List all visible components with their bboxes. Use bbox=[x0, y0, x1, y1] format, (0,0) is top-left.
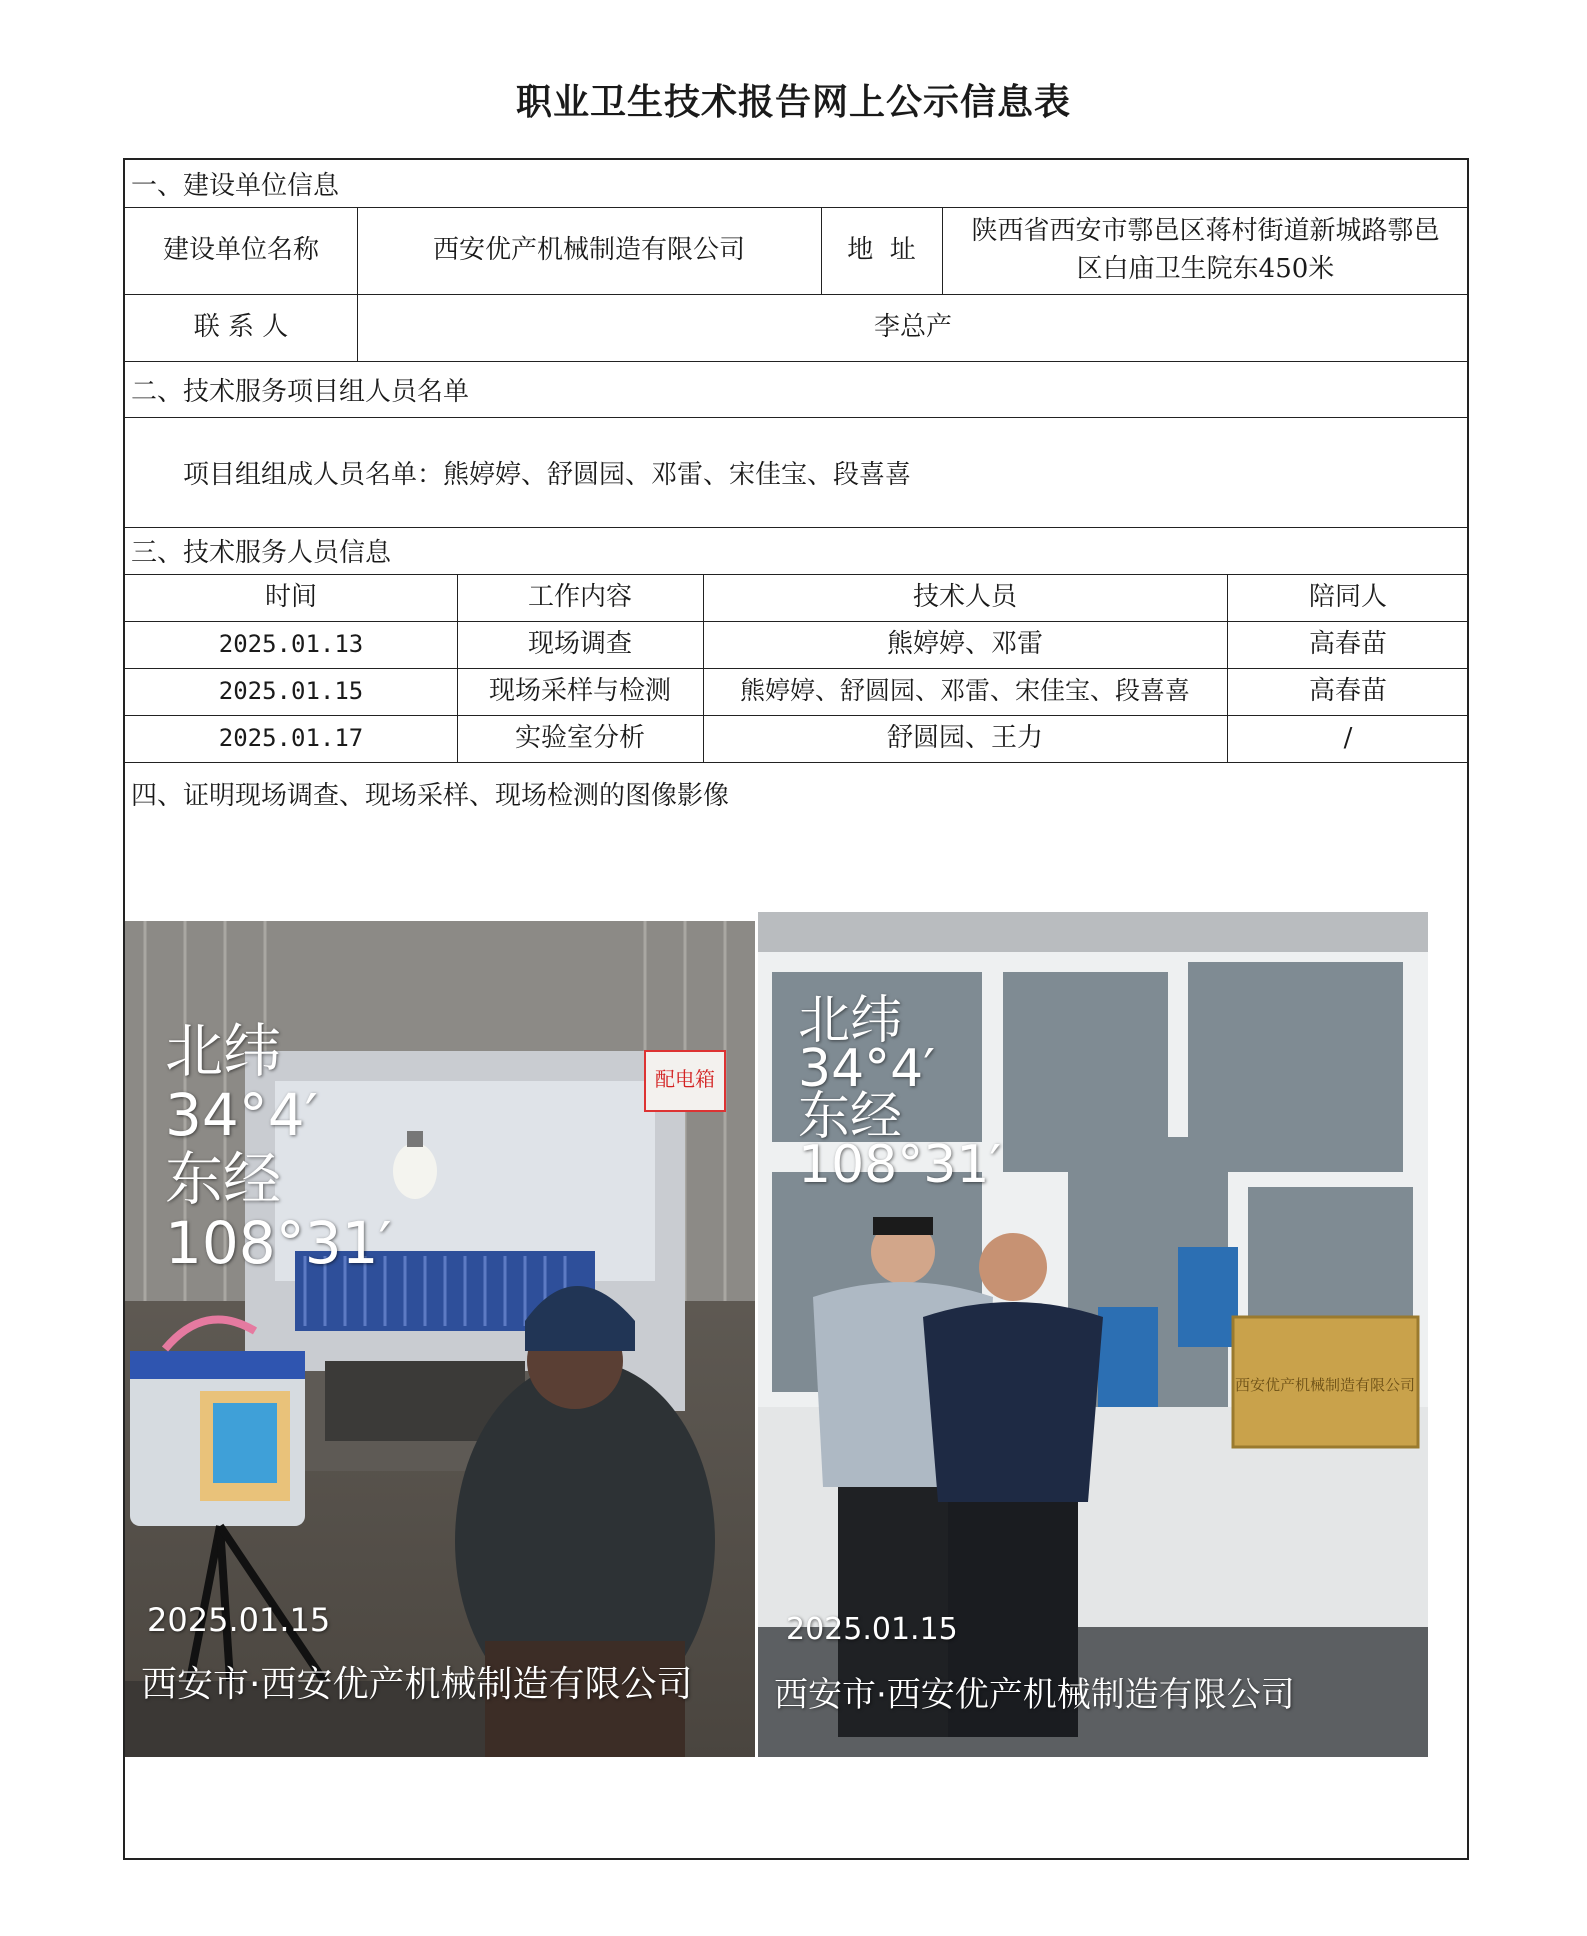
photo2-lat-label: 北纬 bbox=[798, 991, 903, 1051]
table-row-1-escort: 高春苗 bbox=[1308, 628, 1387, 659]
photo2-location: 西安市·西安优产机械制造有限公司 bbox=[774, 1675, 1295, 1715]
address-line-1: 陕西省西安市鄠邑区蒋村街道新城路鄠邑 bbox=[971, 215, 1440, 246]
section3-heading: 三、技术服务人员信息 bbox=[131, 538, 392, 568]
photo1-coordinates bbox=[165, 1019, 392, 1275]
col-header-staff: 技术人员 bbox=[912, 581, 1017, 612]
section2-heading: 二、技术服务项目组人员名单 bbox=[131, 376, 470, 407]
table-row-3-work: 实验室分析 bbox=[514, 722, 645, 753]
col-header-work: 工作内容 bbox=[527, 581, 632, 612]
section1-heading: 一、建设单位信息 bbox=[131, 171, 340, 201]
table-row-3-escort: / bbox=[1343, 722, 1353, 753]
photo1-date: 2025.01.15 bbox=[147, 1601, 331, 1639]
company-plaque-text: 西安优产机械制造有限公司 bbox=[1234, 1376, 1416, 1394]
photo2-lon: 108°31′ bbox=[798, 1135, 1002, 1195]
contact-label: 联 系 人 bbox=[193, 311, 289, 342]
page-title: 职业卫生技术报告网上公示信息表 bbox=[515, 81, 1071, 123]
photo-site-survey bbox=[758, 912, 1428, 1757]
address-line-2: 区白庙卫生院东450米 bbox=[1076, 253, 1335, 284]
photo2-lat: 34°4′ bbox=[798, 1039, 936, 1099]
photo2-coordinates bbox=[798, 991, 1002, 1195]
section4-heading: 四、证明现场调查、现场采样、现场检测的图像影像 bbox=[131, 780, 730, 811]
photo2-date: 2025.01.15 bbox=[786, 1612, 958, 1647]
address-value bbox=[942, 207, 1469, 294]
photo1-location: 西安市·西安优产机械制造有限公司 bbox=[141, 1664, 693, 1705]
photo-sampling bbox=[125, 921, 755, 1757]
photo2-lon-label: 东经 bbox=[798, 1087, 903, 1147]
photo1-lon-label: 东经 bbox=[165, 1145, 282, 1213]
col-header-escort: 陪同人 bbox=[1308, 581, 1387, 612]
address-label: 地 址 bbox=[847, 234, 916, 265]
photo1-lat-label: 北纬 bbox=[165, 1017, 282, 1085]
col-header-time: 时间 bbox=[264, 581, 317, 612]
contact-value: 李总产 bbox=[873, 311, 952, 342]
table-row-2-work: 现场采样与检测 bbox=[488, 675, 671, 706]
team-members: 项目组组成人员名单：熊婷婷、舒圆园、邓雷、宋佳宝、段喜喜 bbox=[183, 459, 912, 490]
table-row-2-escort: 高春苗 bbox=[1308, 675, 1387, 706]
table-row-3-time: 2025.01.17 bbox=[218, 724, 364, 753]
table-row-3-staff: 舒圆园、王力 bbox=[886, 722, 1043, 753]
org-name-value: 西安优产机械制造有限公司 bbox=[432, 234, 745, 265]
table-row-1-time: 2025.01.13 bbox=[218, 630, 364, 659]
electric-box-sign: 配电箱 bbox=[655, 1067, 715, 1091]
photo1-lat: 34°4′ bbox=[165, 1081, 318, 1149]
photo1-lon: 108°31′ bbox=[165, 1209, 392, 1277]
table-row-2-staff: 熊婷婷、舒圆园、邓雷、宋佳宝、段喜喜 bbox=[739, 676, 1190, 706]
org-name-label: 建设单位名称 bbox=[162, 234, 319, 265]
table-row-1-staff: 熊婷婷、邓雷 bbox=[886, 628, 1043, 659]
table-row-2-time: 2025.01.15 bbox=[218, 677, 364, 706]
table-row-1-work: 现场调查 bbox=[527, 628, 632, 659]
